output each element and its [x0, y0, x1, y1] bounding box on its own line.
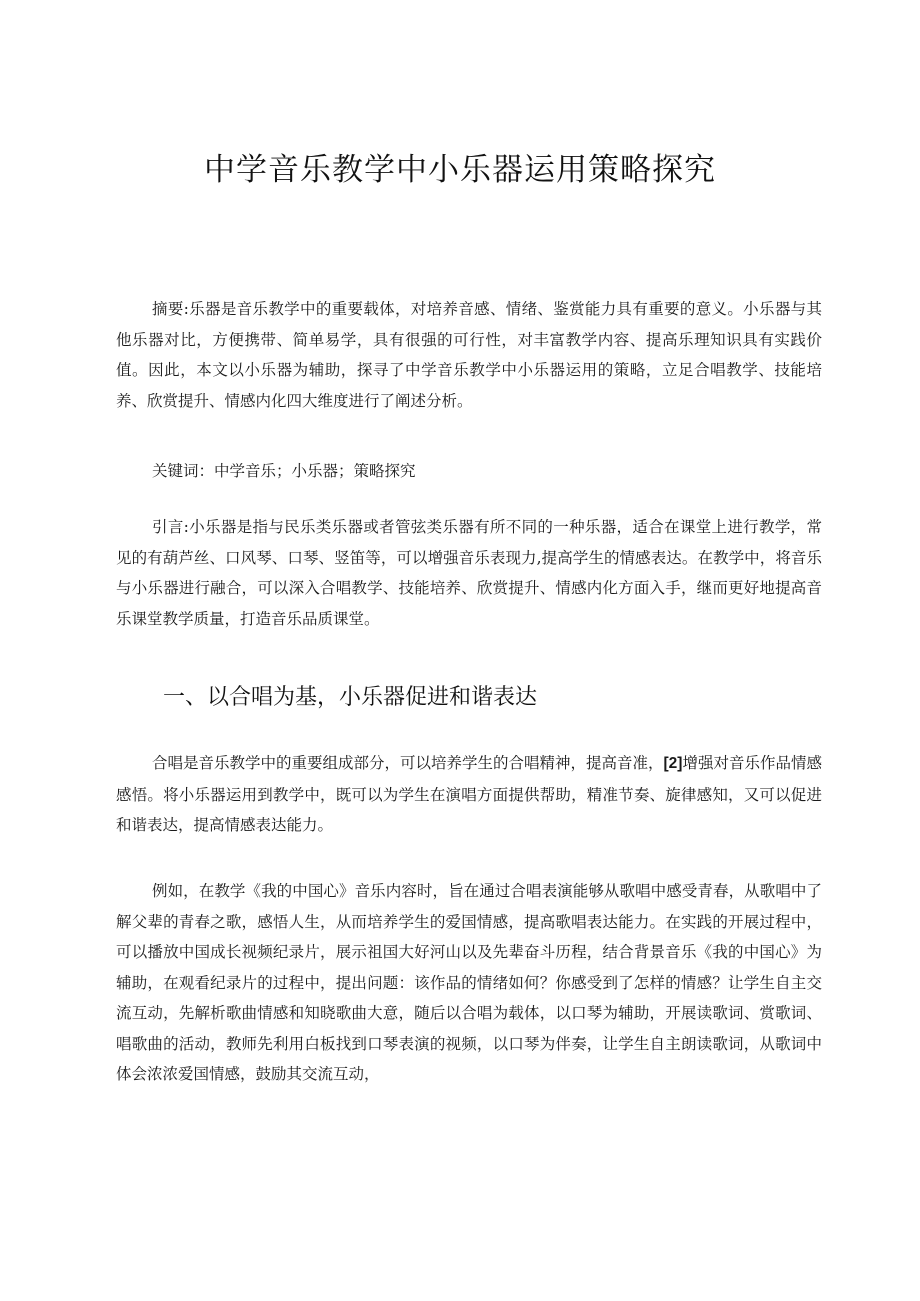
body-paragraph-2: 例如，在教学《我的中国心》音乐内容时，旨在通过合唱表演能够从歌唱中感受青春，从歌唱中了解父辈的青春之歌，感悟人生，从而培养学生的爱国情感，提高歌唱表达能力。在实践的开展过程中，可以播放中国成长视频纪录片，展示祖国大好河山以及先辈奋斗历程，结合背景音乐《我的中国心》为辅助，在观看纪录片的过程中，提出问题：该作品的情绪如何？你感受到了怎样的情感？让学生自主交流互动，先解析歌曲情感和知晓歌曲大意，随后以合唱为载体，以口琴为辅助，开展读歌词、赏歌词、唱歌曲的活动，教师先利用白板找到口琴表演的视频，以口琴为伴奏，让学生自主朗读歌词，从歌词中体会浓浓爱国情感，鼓励其交流互动， [116, 882, 822, 1083]
abstract-label: 摘要: [152, 300, 189, 318]
paragraph-1-text-before: 合唱是音乐教学中的重要组成部分，可以培养学生的合唱精神，提高音准， [152, 754, 664, 772]
citation-marker: [2] [663, 755, 683, 772]
abstract-paragraph [116, 294, 822, 416]
paper-title: 中学音乐教学中小乐器运用策略探究 [204, 152, 716, 188]
keywords-paragraph [116, 456, 822, 487]
keywords-text: 中学音乐；小乐器；策略探究 [214, 462, 416, 480]
body-paragraph-1 [116, 748, 822, 841]
intro-paragraph [116, 512, 822, 634]
intro-label: 引言: [152, 518, 189, 536]
intro-text: 小乐器是指与民乐类乐器或者管弦类乐器有所不同的一种乐器，适合在课堂上进行教学，常见的有葫芦丝、口风琴、口琴、竖笛等，可以增强音乐表现力,提高学生的情感表达。在教学中，将音乐与小乐器进行融合，可以深入合唱教学、技能培养、欣赏提升、情感内化方面入手，继而更好地提高音乐课堂教学质量，打造音乐品质课堂。 [116, 518, 822, 628]
abstract-text: 乐器是音乐教学中的重要载体，对培养音感、情绪、鉴赏能力具有重要的意义。小乐器与其他乐器对比，方便携带、简单易学，具有很强的可行性，对丰富教学内容、提高乐理知识具有实践价值。因此，本文以小乐器为辅助，探寻了中学音乐教学中小乐器运用的策略，立足合唱教学、技能培养、欣赏提升、情感内化四大维度进行了阐述分析。 [116, 300, 822, 410]
section-heading-1: 一、以合唱为基，小乐器促进和谐表达 [163, 685, 538, 710]
keywords-label: 关键词： [152, 462, 215, 480]
paragraph-1-text-after: 增强对音乐作品情感感悟。将小乐器运用到教学中，既可以为学生在演唱方面提供帮助，精准节奏、旋律感知，又可以促进和谐表达，提高情感表达能力。 [116, 754, 822, 834]
